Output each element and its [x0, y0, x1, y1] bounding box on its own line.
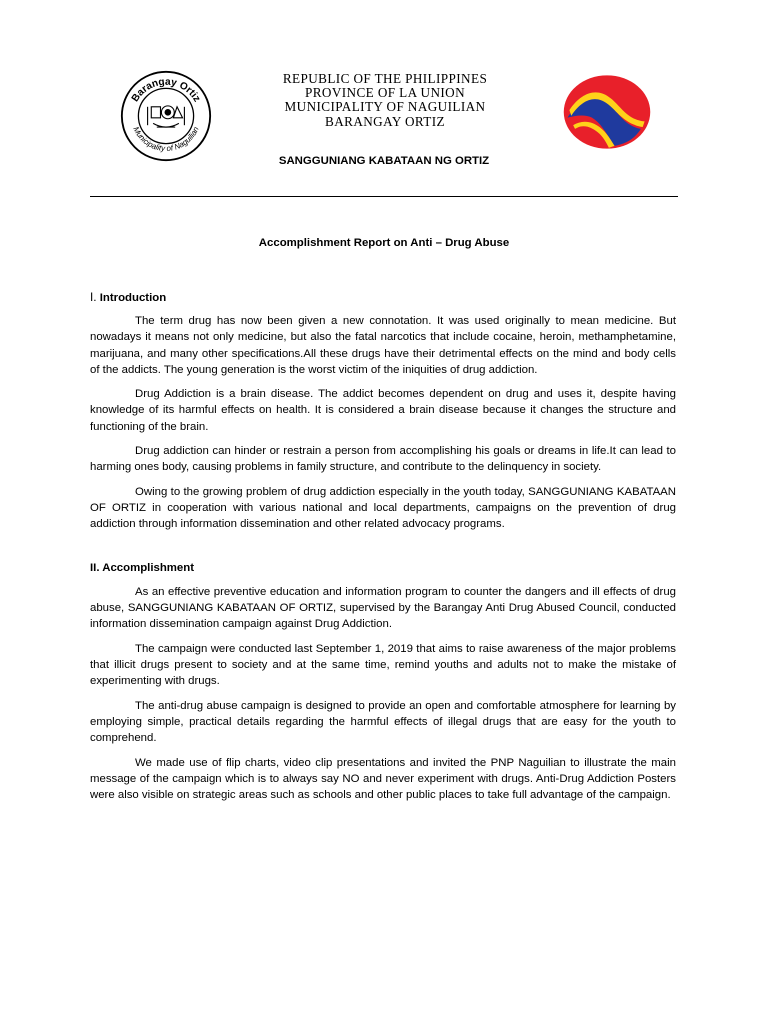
paragraph: The campaign were conducted last September 1, 2019 that aims to raise awareness of the major problems that illicit drugs present to society and at the same time, remind youths and adults not to make the mistake of experimenting with drugs.: [90, 642, 676, 688]
seal-bottom-text: Municipality of Naguilian: [131, 125, 201, 154]
section-title: Introduction: [99, 292, 167, 304]
paragraph: Drug Addiction is a brain disease. The addict becomes dependent on drug and uses it, despite having knowledge of its harmful effects on health. It is considered a brain disease because it changes the structure and functioning of the brain.: [90, 388, 676, 433]
paragraph: Drug addiction can hinder or restrain a person from accomplishing his goals or dreams in life.It can lead to harming ones body, causing problems in family structure, and contribute to the delinquency in society.: [90, 445, 676, 474]
header-divider: [90, 196, 678, 197]
seal-top-text: Barangay Ortiz: [129, 76, 203, 105]
report-title: Accomplishment Report on Anti – Drug Abuse: [258, 237, 510, 249]
paragraph: As an effective preventive education and information program to counter the dangers and ill effects of drug abuse, SANGGUNIANG KABATAAN OF ORTIZ, supervised by the Barangay Anti Drug Abused Council, conducted information dissemination campaign against Drug Addiction.: [90, 585, 676, 631]
header-line-barangay: BARANGAY ORTIZ: [325, 113, 445, 129]
seal-emblem: [148, 106, 185, 127]
organization-name: SANGGUNIANG KABATAAN NG ORTIZ: [278, 155, 490, 167]
section-number: I.: [90, 290, 97, 304]
document-body: [90, 289, 676, 803]
paragraph: The term drug has now been given a new connotation. It was used originally to mean medicine. But nowadays it means not only medicine, but also the fatal narcotics that include cocaine, heroin, methamphetamine, marijuana, and many other specifications.All these drugs have their detrimental effects on the mind and body cells of the addicts. The young generation is the worst victim of the iniquities of drug addiction.: [90, 315, 676, 376]
header-line-municipality: MUNICIPALITY OF NAGUILIAN: [284, 99, 486, 115]
header-line-province: PROVINCE OF LA UNION: [304, 85, 466, 101]
paragraph: We made use of flip charts, video clip presentations and invited the PNP Naguilian to illustrate the main message of the campaign which is to always say NO and never experiment with drugs. Anti-Drug Addiction Posters were also visible on strategic areas such as schools and other public places to take full advantage of the campaign.: [90, 756, 676, 802]
barangay-ortiz-seal: [120, 70, 212, 162]
header-line-republic: REPUBLIC OF THE PHILIPPINES: [282, 71, 488, 86]
paragraph: The anti-drug abuse campaign is designed to provide an open and comfortable atmosphere for learning by employing simple, practical details regarding the harmful effects of illegal drugs that are easy for the youth to comprehend.: [90, 699, 676, 745]
document-header: [200, 72, 570, 129]
section-accomplishment-heading: II. Accomplishment: [90, 561, 195, 574]
paragraph: Owing to the growing problem of drug addiction especially in the youth today, SANGGUNIANG KABATAAN OF ORTIZ in cooperation with various national and local departments, campaigns on the prevention of drug addiction through information dissemination and other related advocacy programs.: [90, 485, 676, 531]
sk-logo: [560, 72, 654, 152]
section-introduction-heading: [90, 289, 676, 305]
